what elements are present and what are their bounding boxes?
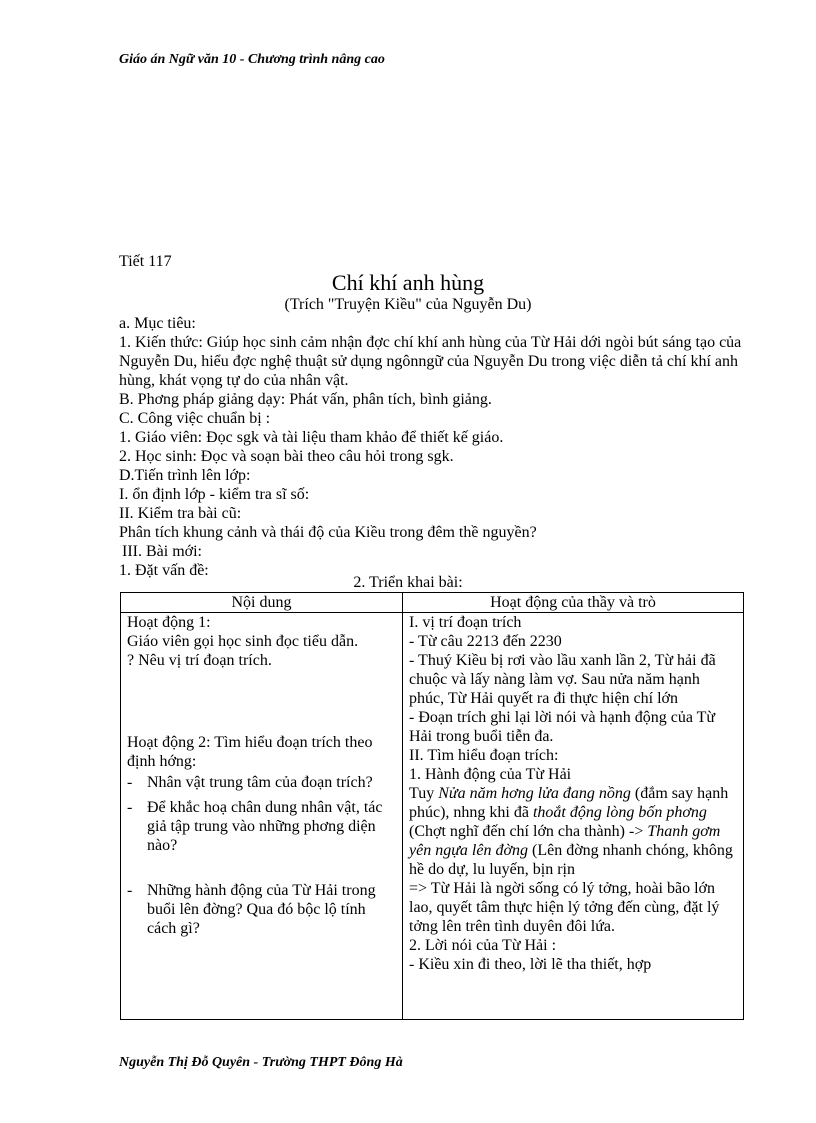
body-line: B. Phơng pháp giảng dạy: Phát vấn, phân tích, bình giảng. [119,391,492,408]
activity-2-title: Hoạt động 2: Tìm hiểu đoạn trích theo định hớng: [127,734,373,770]
body-line: II. Kiểm tra bài cũ: [119,505,242,522]
body-line: 1. Kiến thức: Giúp học sinh cảm nhận đợc chí khí anh hùng của Từ Hải dới ngòi bút sáng tạo của Nguyễn Du, hiểu đợc nghệ thuật sử dụng ngônngữ của Nguyễn Du trong việc diễn tả chí khí anh hùng, khát vọng tự do của nhân vật. [119,334,742,389]
table-header-activity: Hoạt động của thầy và trò [403,593,744,613]
question-text: Những hành động của Từ Hải trong buổi lên đờng? Qua đó bộc lộ tính cách gì? [147,882,376,937]
section-1-line: - Thuý Kiều bị rơi vào lầu xanh lần 2, Từ hải đã chuộc và lấy nàng làm vợ. Sau nửa năm hạnh phúc, Từ Hải quyết ra đi thực hiện chí lớn [409,652,716,707]
body-line: 2. Học sinh: Đọc và soạn bài theo câu hỏi trong sgk. [119,448,454,465]
lesson-title: Chí khí anh hùng [331,270,485,295]
body-line: Phân tích khung cảnh và thái độ của Kiều trong đêm thề nguyền? [119,524,537,541]
body-line: 1. Đặt vấn đề: [119,562,209,579]
table-caption: 2. Triển khai bài: [353,574,463,591]
analysis-paragraph [409,784,737,879]
dash-bullet: - [127,882,133,899]
lesson-table [120,592,744,1020]
lesson-subtitle: (Trích "Truyện Kiều" của Nguyễn Du) [284,296,532,313]
question-text: Nhân vật trung tâm của đoạn trích? [147,774,373,791]
subsection-2-line: - Kiều xin đi theo, lời lẽ tha thiết, hợp [409,956,652,973]
body-line: I. ổn định lớp - kiểm tra sĩ số: [119,486,310,503]
body-line: III. Bài mới: [122,543,202,560]
section-1-line: - Đoạn trích ghi lại lời nói và hạnh động của Từ Hải trong buổi tiễn đa. [409,709,716,745]
body-line: C. Công việc chuẩn bị : [119,410,271,427]
question-item [127,881,396,938]
subsection-1-title: 1. Hành động của Từ Hải [409,766,572,783]
activity-1-title: Hoạt động 1: [127,614,211,631]
question-text: Để khắc hoạ chân dung nhân vật, tác giả tập trung vào những phơng diện nào? [147,799,383,854]
body-line: a. Mục tiêu: [119,315,196,332]
section-1-line: - Từ câu 2213 đến 2230 [409,633,562,650]
question-item [127,773,396,792]
analysis-text: Tuy [409,785,439,802]
dash-bullet: - [127,799,133,816]
question-item [127,798,396,855]
body-line: 1. Giáo viên: Đọc sgk và tài liệu tham khảo để thiết kế giáo. [119,429,504,446]
subsection-2-title: 2. Lời nói của Từ Hải : [409,937,557,954]
lesson-period: Tiết 117 [119,253,172,270]
right-column-cell [403,613,744,1020]
quote-text: thoắt động lòng bốn phơng [532,804,707,821]
analysis-text: (Chợt nghĩ đến chí lớn cha thành) -> [409,823,648,840]
activity-1-text: Giáo viên gọi học sinh đọc tiểu dẫn. [127,633,359,650]
body-line: D.Tiến trình lên lớp: [119,467,251,484]
table-header-content: Nội dung [121,593,403,613]
analysis-text: (đắm say hạnh phúc), nhng khi đã [409,785,729,821]
quote-text: Thanh gơm yên ngựa lên đờng [409,823,721,859]
conclusion-line: => Từ Hải là ngời sống có lý tởng, hoài bão lớn lao, quyết tâm thực hiện lý tởng đến cùng, đặt lý tởng lên trên tình duyên đôi lứa. [409,880,720,935]
activity-1-question: ? Nêu vị trí đoạn trích. [127,652,272,669]
analysis-text: (Lên đờng nhanh chóng, không hề do dự, lu luyến, bịn rịn [409,842,733,878]
page-header: Giáo án Ngữ văn 10 - Chương trình nâng cao [119,52,385,67]
page-footer: Nguyễn Thị Đỗ Quyên - Trường THPT Đông Hà [119,1055,403,1070]
left-column-cell [121,613,403,1020]
dash-bullet: - [127,774,133,791]
quote-text: Nửa năm hơng lửa đang nồng [438,785,631,802]
lesson-body [119,314,749,580]
section-1-title: I. vị trí đoạn trích [409,614,522,631]
section-2-title: II. Tìm hiểu đoạn trích: [409,747,559,764]
